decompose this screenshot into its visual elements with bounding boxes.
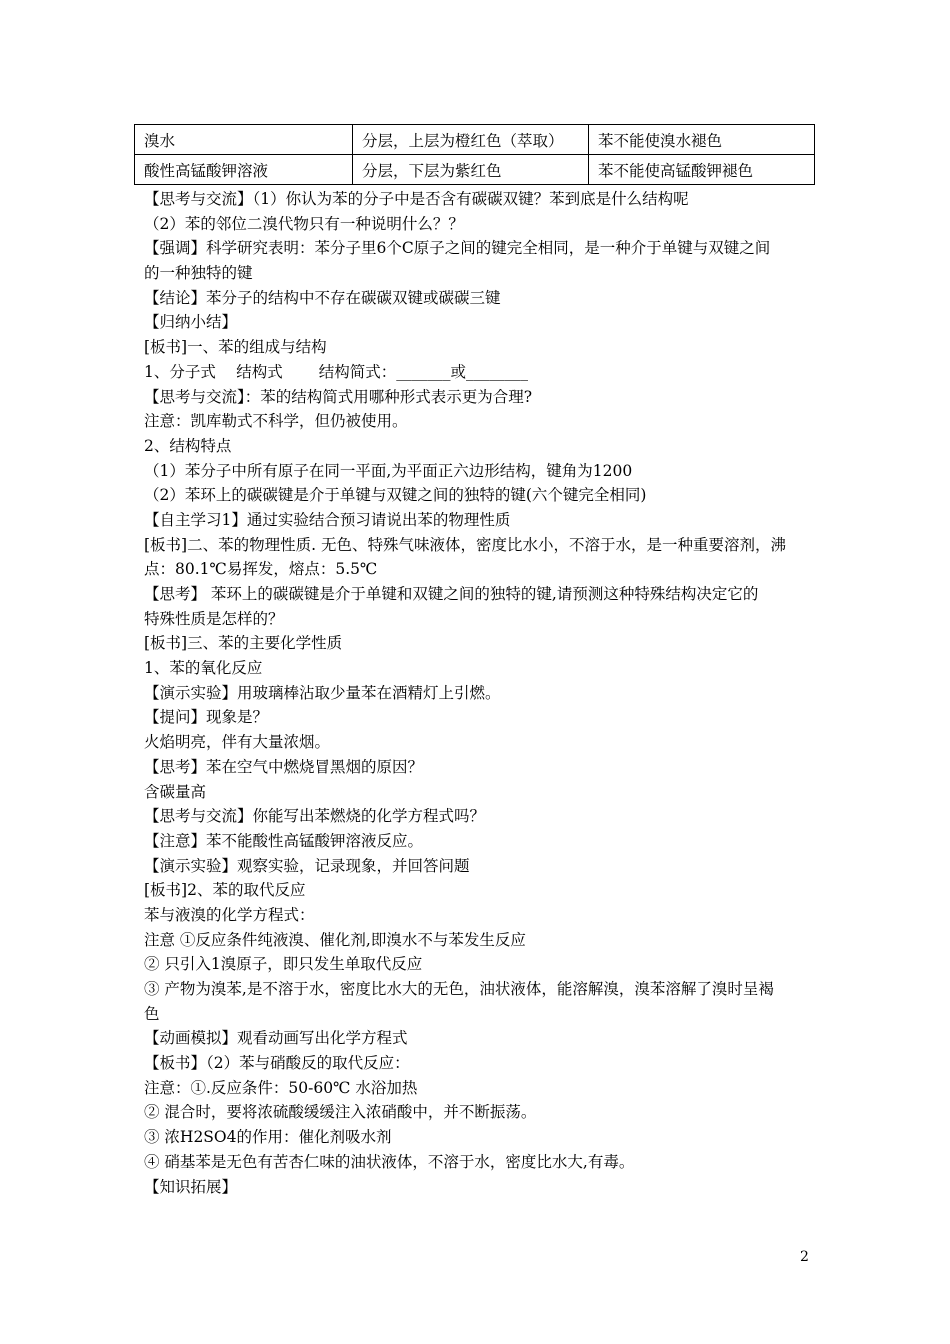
text-line: 【演示实验】用玻璃棒沾取少量苯在酒精灯上引燃。 [144, 683, 501, 702]
text-line: 1、分子式 结构式 结构简式：_______或________ [144, 362, 528, 381]
text-line: 【知识拓展】 [144, 1177, 238, 1196]
text-line: 点：80.1℃易挥发，熔点：5.5℃ [144, 560, 378, 579]
text-line: （2）苯的邻位二溴代物只有一种说明什么？？ [144, 214, 464, 233]
text-line: [板书]2、苯的取代反应 [144, 881, 306, 900]
table-body [135, 125, 815, 185]
text-line: （2）苯环上的碳碳键是介于单键与双键之间的独特的键(六个键完全相同) [144, 486, 647, 505]
table-cell: 溴水 [135, 125, 353, 155]
text-line: 火焰明亮，伴有大量浓烟。 [144, 733, 331, 752]
text-line: （1）苯分子中所有原子在同一平面,为平面正六边形结构，键角为1200 [144, 461, 633, 480]
text-line: 苯与液溴的化学方程式： [144, 905, 315, 924]
text-line: 1、苯的氧化反应 [144, 659, 263, 678]
text-line: ② 混合时，要将浓硫酸缓缓注入浓硝酸中，并不断振荡。 [144, 1103, 537, 1122]
table-cell: 分层，上层为橙红色（萃取） [353, 125, 589, 155]
table-cell: 苯不能使溴水褪色 [589, 125, 815, 155]
text-line: 注意 ①反应条件纯液溴、催化剂,即溴水不与苯发生反应 [144, 930, 526, 949]
comparison-table [134, 124, 815, 185]
text-line: 【思考与交流】你能写出苯燃烧的化学方程式吗？ [144, 807, 486, 826]
text-line: 【结论】苯分子的结构中不存在碳碳双键或碳碳三键 [144, 288, 501, 307]
text-line: 【思考】苯在空气中燃烧冒黑烟的原因？ [144, 757, 424, 776]
text-line: 【提问】现象是？ [144, 708, 269, 727]
text-line: 【板书】（2）苯与硝酸反的取代反应： [144, 1054, 410, 1073]
text-line: 【归纳小结】 [144, 313, 238, 332]
text-line: [板书]三、苯的主要化学性质 [144, 634, 343, 653]
page-number: 2 [800, 1249, 809, 1265]
body-text [144, 187, 812, 1199]
text-line: 含碳量高 [144, 782, 207, 801]
text-line: 特殊性质是怎样的？ [144, 609, 284, 628]
table-cell: 苯不能使高锰酸钾褪色 [589, 155, 815, 185]
text-line: 【思考】 苯环上的碳碳键是介于单键和双键之间的独特的键,请预测这种特殊结构决定它的 [144, 585, 759, 603]
text-line: ④ 硝基苯是无色有苦杏仁味的油状液体，不溶于水，密度比水大,有毒。 [144, 1152, 635, 1171]
text-line: 注意：①.反应条件：50-60℃ 水浴加热 [144, 1078, 418, 1097]
text-line: 【强调】科学研究表明：苯分子里6个C原子之间的键完全相同，是一种介于单键与双键之间 [144, 239, 771, 258]
text-line: 【注意】苯不能酸性高锰酸钾溶液反应。 [144, 831, 424, 850]
text-line: 2、结构特点 [144, 436, 232, 455]
table-row [135, 155, 815, 185]
text-line: ② 只引入1溴原子，即只发生单取代反应 [144, 955, 423, 974]
text-line: [板书]二、苯的物理性质. 无色、特殊气味液体，密度比水小，不溶于水，是一种重要溶剂，沸 [144, 535, 786, 554]
text-line: [板书]一、苯的组成与结构 [144, 338, 327, 357]
text-line: 的一种独特的键 [144, 264, 253, 283]
text-line: 【思考与交流】（1）你认为苯的分子中是否含有碳碳双键？苯到底是什么结构呢 [144, 190, 689, 208]
text-line: 色 [144, 1004, 160, 1023]
table-cell: 酸性高锰酸钾溶液 [135, 155, 353, 185]
text-line: 注意：凯库勒式不科学，但仍被使用。 [144, 412, 408, 431]
text-line: 【自主学习1】通过实验结合预习请说出苯的物理性质 [144, 510, 511, 529]
text-line: 【思考与交流】：苯的结构简式用哪种形式表示更为合理? [144, 387, 533, 406]
text-line: 【动画模拟】观看动画写出化学方程式 [144, 1029, 408, 1048]
text-line: 【演示实验】观察实验，记录现象，并回答问题 [144, 856, 470, 875]
text-line: ③ 浓H2SO4的作用：催化剂吸水剂 [144, 1128, 392, 1147]
table-cell: 分层，下层为紫红色 [353, 155, 589, 185]
table-row [135, 125, 815, 155]
text-line: ③ 产物为溴苯,是不溶于水，密度比水大的无色，油状液体，能溶解溴，溴苯溶解了溴时呈褐 [144, 980, 774, 998]
